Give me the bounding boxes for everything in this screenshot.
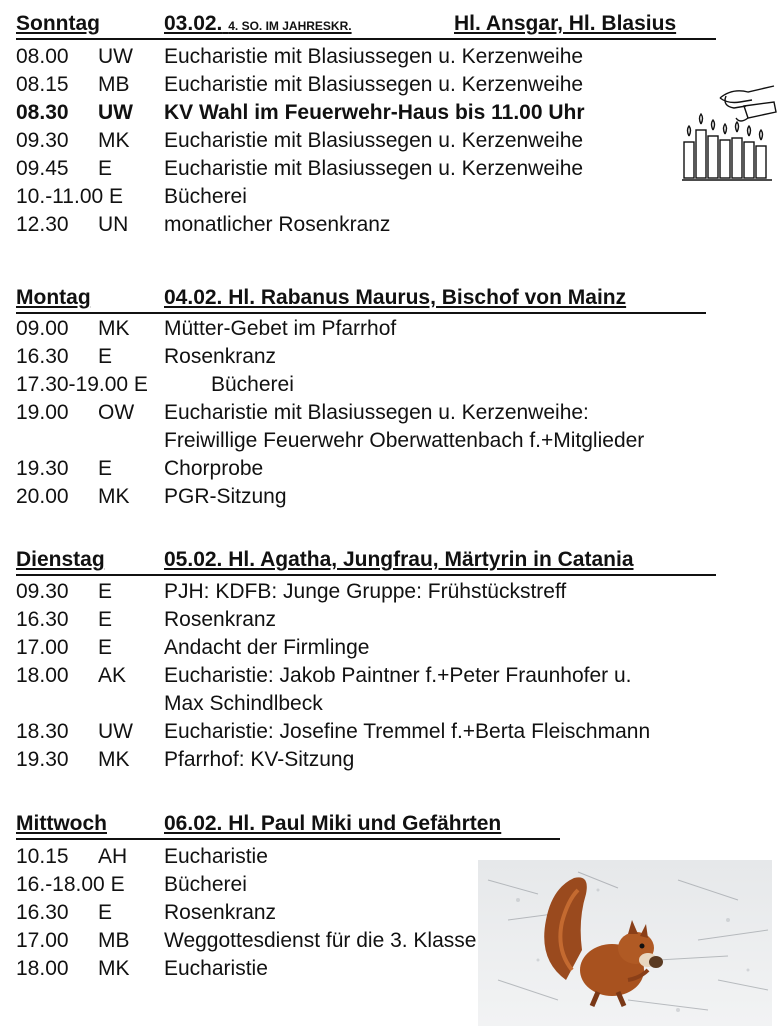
divider xyxy=(16,838,560,840)
day-date: 05.02. Hl. Agatha, Jungfrau, Märtyrin in Catania xyxy=(164,548,634,571)
day-name: Sonntag xyxy=(16,12,100,35)
day-subtitle: 4. SO. IM JAHRESKR. xyxy=(228,19,352,33)
divider xyxy=(16,574,716,576)
day-name: Dienstag xyxy=(16,548,105,571)
candles-illustration xyxy=(682,84,778,184)
day-date: 03.02. 4. SO. IM JAHRESKR. xyxy=(164,12,352,35)
day-name: Mittwoch xyxy=(16,812,107,835)
day-date: 04.02. Hl. Rabanus Maurus, Bischof von Mainz xyxy=(164,286,627,309)
day-name: Montag xyxy=(16,286,91,309)
divider xyxy=(16,38,716,40)
divider xyxy=(16,312,706,314)
squirrel-photo xyxy=(478,860,772,1026)
day-date: 06.02. Hl. Paul Miki und Gefährten xyxy=(164,812,502,835)
day-saint: Hl. Ansgar, Hl. Blasius xyxy=(454,12,677,35)
